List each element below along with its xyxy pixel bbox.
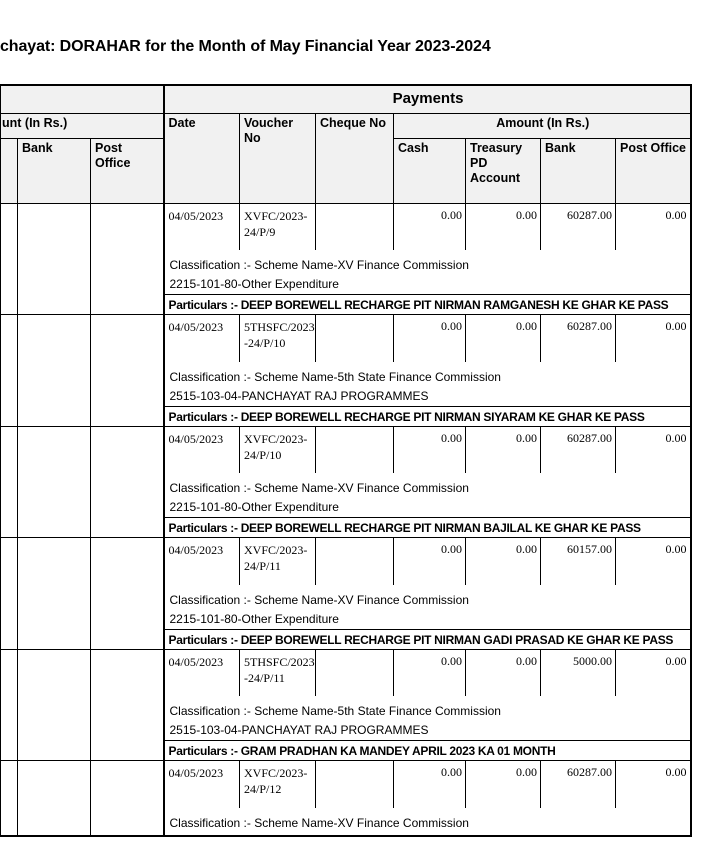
amount-post-office-cell: 0.00 xyxy=(616,538,691,585)
left-section-cell xyxy=(18,538,91,650)
cheque-no-cell xyxy=(316,538,394,585)
col-header-date: Date xyxy=(164,113,240,203)
col-header-bank: Bank xyxy=(541,138,616,203)
amount-cash-cell: 0.00 xyxy=(394,761,466,808)
left-section-cell xyxy=(1,761,18,836)
col-header-voucher-no: Voucher No xyxy=(240,113,316,203)
cheque-no-cell xyxy=(316,203,394,250)
payment-row xyxy=(1,538,691,585)
voucher-no-cell: XVFC/2023- 24/P/11 xyxy=(240,538,316,585)
left-section-cell xyxy=(18,315,91,427)
voucher-no-cell: 5THSFC/2023 -24/P/11 xyxy=(240,649,316,696)
amount-post-office-cell: 0.00 xyxy=(616,426,691,473)
payment-date-cell: 04/05/2023 xyxy=(164,649,240,696)
payment-row xyxy=(1,426,691,473)
amount-bank-cell: 60287.00 xyxy=(541,315,616,362)
amount-bank-cell: 60287.00 xyxy=(541,203,616,250)
left-section-cell xyxy=(91,426,164,538)
left-section-cell xyxy=(18,426,91,538)
amount-post-office-cell: 0.00 xyxy=(616,761,691,808)
classification-cell: Classification :- Scheme Name-XV Finance Commission 2215-101-80-Other Expenditure xyxy=(164,585,691,630)
col-header-cheque-no: Cheque No xyxy=(316,113,394,203)
payment-date-cell: 04/05/2023 xyxy=(164,315,240,362)
amount-cash-cell: 0.00 xyxy=(394,203,466,250)
voucher-no-cell: XVFC/2023- 24/P/12 xyxy=(240,761,316,808)
payment-date-cell: 04/05/2023 xyxy=(164,203,240,250)
amount-treasury-pd-cell: 0.00 xyxy=(466,203,541,250)
classification-cell: Classification :- Scheme Name-5th State Finance Commission 2515-103-04-PANCHAYAT RAJ PROGRAMMES xyxy=(164,362,691,407)
table-header xyxy=(1,85,691,203)
classification-cell: Classification :- Scheme Name-XV Finance Commission 2215-101-80-Other Expenditure xyxy=(164,250,691,295)
payment-date-cell: 04/05/2023 xyxy=(164,761,240,808)
left-section-cell xyxy=(1,203,18,315)
left-section-cell xyxy=(91,761,164,836)
cheque-no-cell xyxy=(316,315,394,362)
left-section-cell xyxy=(1,426,18,538)
classification-cell: Classification :- Scheme Name-5th State Finance Commission 2515-103-04-PANCHAYAT RAJ PROGRAMMES xyxy=(164,696,691,741)
particulars-cell: Particulars :- DEEP BOREWELL RECHARGE PIT NIRMAN RAMGANESH KE GHAR KE PASS xyxy=(164,295,691,315)
left-section-cell xyxy=(91,538,164,650)
particulars-cell: Particulars :- DEEP BOREWELL RECHARGE PIT NIRMAN BAJILAL KE GHAR KE PASS xyxy=(164,518,691,538)
payment-date-cell: 04/05/2023 xyxy=(164,426,240,473)
classification-cell: Classification :- Scheme Name-XV Finance Commission 2215-101-80-Other Expenditure xyxy=(164,473,691,518)
col-header-post-office: Post Office xyxy=(616,138,691,203)
particulars-cell: Particulars :- DEEP BOREWELL RECHARGE PIT NIRMAN SIYARAM KE GHAR KE PASS xyxy=(164,406,691,426)
amount-treasury-pd-cell: 0.00 xyxy=(466,538,541,585)
amount-bank-cell: 60157.00 xyxy=(541,538,616,585)
amount-post-office-cell: 0.00 xyxy=(616,315,691,362)
left-col-header-post-office: Post Office xyxy=(91,138,164,203)
amount-treasury-pd-cell: 0.00 xyxy=(466,649,541,696)
left-amount-in-rs-header: unt (In Rs.) xyxy=(1,113,164,138)
payments-table xyxy=(0,84,692,837)
voucher-no-cell: XVFC/2023- 24/P/10 xyxy=(240,426,316,473)
payments-body xyxy=(1,203,691,836)
left-section-cell xyxy=(91,649,164,761)
left-col-header-blank xyxy=(1,138,18,203)
left-section-cell xyxy=(1,538,18,650)
left-section-cell xyxy=(91,315,164,427)
left-section-cell xyxy=(91,203,164,315)
payment-row xyxy=(1,761,691,808)
left-section-cell xyxy=(18,761,91,836)
amount-post-office-cell: 0.00 xyxy=(616,203,691,250)
amount-cash-cell: 0.00 xyxy=(394,426,466,473)
left-section-cell xyxy=(18,203,91,315)
payment-date-cell: 04/05/2023 xyxy=(164,538,240,585)
left-section-cell xyxy=(1,649,18,761)
payment-row xyxy=(1,203,691,250)
amount-cash-cell: 0.00 xyxy=(394,538,466,585)
amount-treasury-pd-cell: 0.00 xyxy=(466,761,541,808)
voucher-no-cell: XVFC/2023- 24/P/9 xyxy=(240,203,316,250)
amount-bank-cell: 60287.00 xyxy=(541,426,616,473)
amount-cash-cell: 0.00 xyxy=(394,315,466,362)
amount-post-office-cell: 0.00 xyxy=(616,649,691,696)
cheque-no-cell xyxy=(316,649,394,696)
cheque-no-cell xyxy=(316,426,394,473)
col-header-treasury-pd-account: Treasury PD Account xyxy=(466,138,541,203)
particulars-cell: Particulars :- GRAM PRADHAN KA MANDEY APRIL 2023 KA 01 MONTH xyxy=(164,741,691,761)
left-section-cell xyxy=(18,649,91,761)
classification-cell: Classification :- Scheme Name-XV Finance Commission xyxy=(164,808,691,836)
amount-bank-cell: 60287.00 xyxy=(541,761,616,808)
amount-bank-cell: 5000.00 xyxy=(541,649,616,696)
report-title: chayat: DORAHAR for the Month of May Financial Year 2023-2024 xyxy=(0,38,491,55)
payments-section-header: Payments xyxy=(164,85,691,113)
amount-treasury-pd-cell: 0.00 xyxy=(466,426,541,473)
voucher-no-cell: 5THSFC/2023 -24/P/10 xyxy=(240,315,316,362)
left-header-blank xyxy=(1,85,164,113)
left-section-cell xyxy=(1,315,18,427)
col-header-cash: Cash xyxy=(394,138,466,203)
cheque-no-cell xyxy=(316,761,394,808)
amount-cash-cell: 0.00 xyxy=(394,649,466,696)
particulars-cell: Particulars :- DEEP BOREWELL RECHARGE PIT NIRMAN GADI PRASAD KE GHAR KE PASS xyxy=(164,629,691,649)
payment-row xyxy=(1,649,691,696)
left-col-header-bank: Bank xyxy=(18,138,91,203)
payments-amount-in-rs-header: Amount (In Rs.) xyxy=(394,113,691,138)
amount-treasury-pd-cell: 0.00 xyxy=(466,315,541,362)
payment-row xyxy=(1,315,691,362)
